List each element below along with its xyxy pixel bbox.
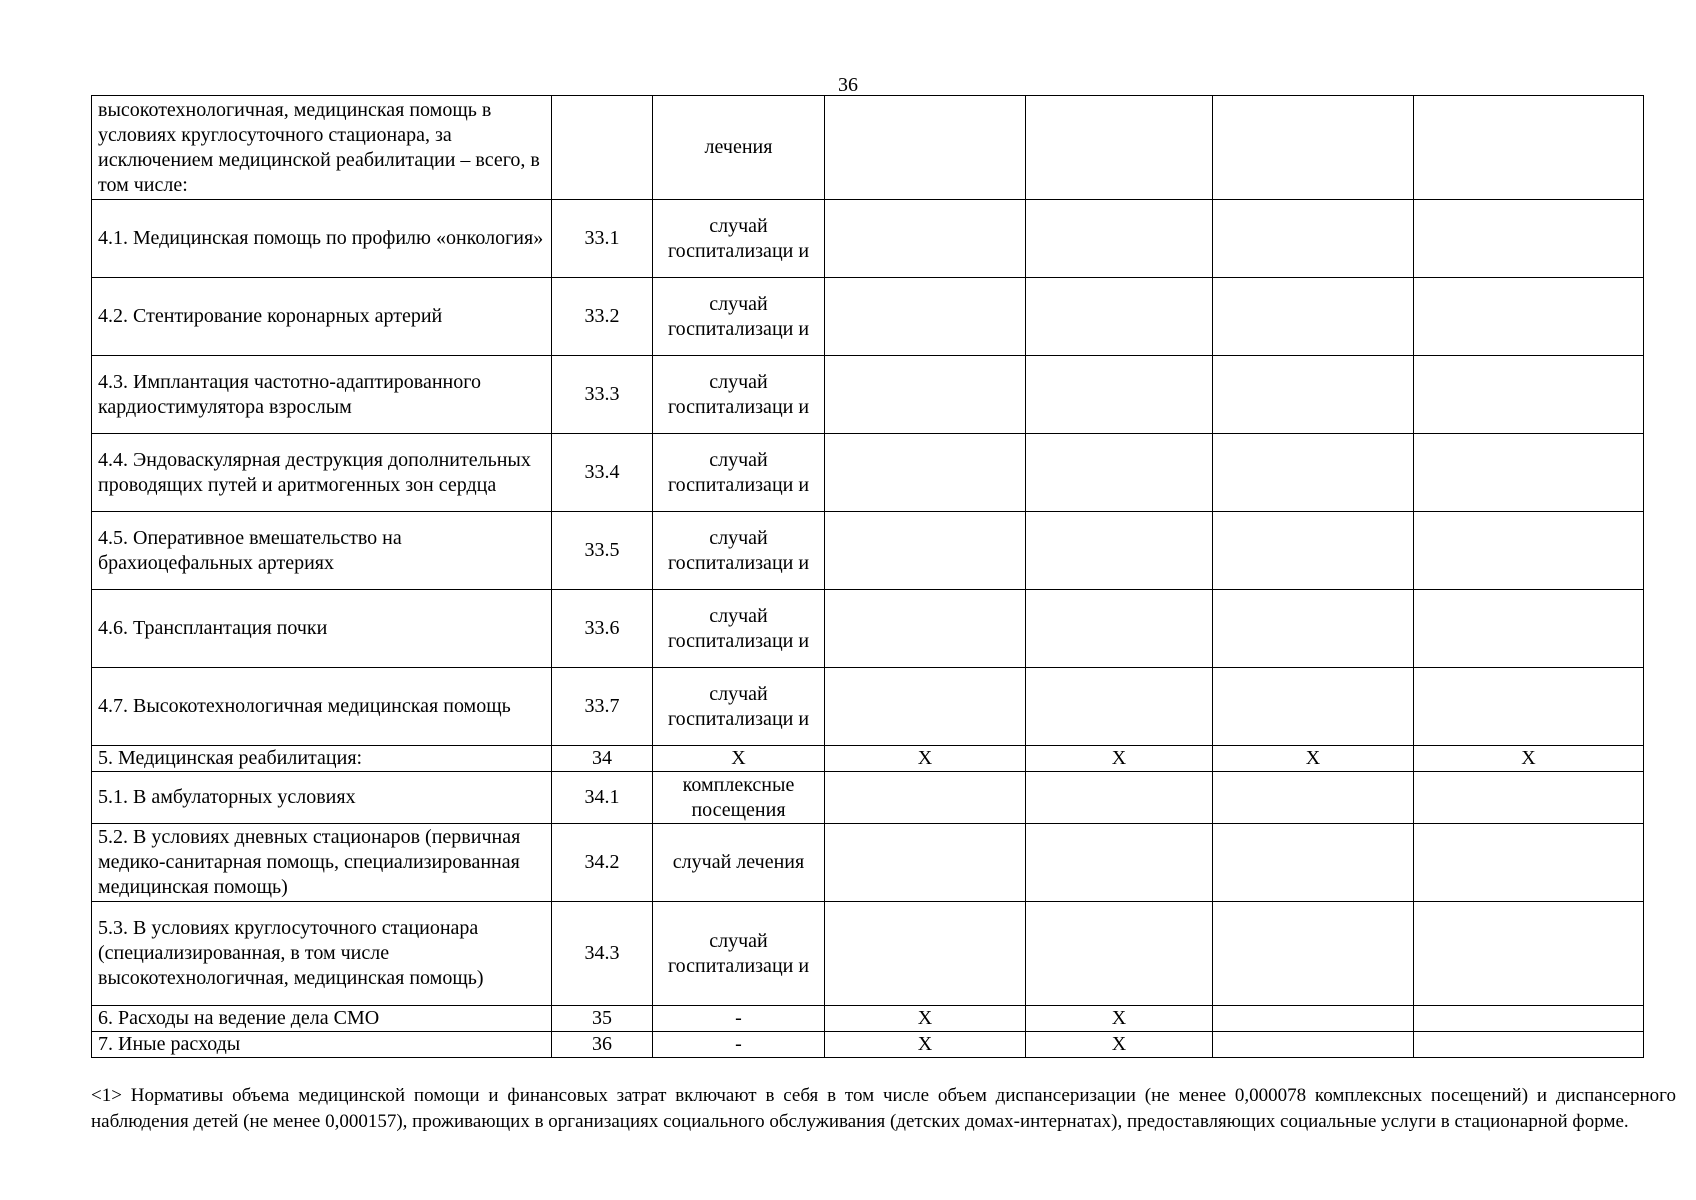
row-unit: случай госпитализаци и xyxy=(653,356,825,434)
row-col-4 xyxy=(825,200,1026,278)
row-name: 4.5. Оперативное вмешательство на брахиоцефальных артериях xyxy=(92,512,552,590)
row-name: 4.6. Трансплантация почки xyxy=(92,590,552,668)
row-unit: лечения xyxy=(653,96,825,200)
table-row xyxy=(92,746,1644,772)
row-name: 4.7. Высокотехнологичная медицинская помощь xyxy=(92,668,552,746)
row-unit: - xyxy=(653,1006,825,1032)
row-code: 34.3 xyxy=(552,902,653,1006)
row-col-5 xyxy=(1026,512,1213,590)
table-row xyxy=(92,902,1644,1006)
row-col-7 xyxy=(1414,434,1644,512)
row-col-4 xyxy=(825,772,1026,824)
row-code: 35 xyxy=(552,1006,653,1032)
row-name: 5.1. В амбулаторных условиях xyxy=(92,772,552,824)
row-col-4 xyxy=(825,668,1026,746)
row-col-6 xyxy=(1213,434,1414,512)
row-code: 33.2 xyxy=(552,278,653,356)
row-col-7 xyxy=(1414,668,1644,746)
row-code: 33.3 xyxy=(552,356,653,434)
row-col-4: Х xyxy=(825,1032,1026,1058)
row-col-7 xyxy=(1414,772,1644,824)
row-col-6 xyxy=(1213,200,1414,278)
row-col-5 xyxy=(1026,278,1213,356)
row-code: 34.1 xyxy=(552,772,653,824)
row-name: высокотехнологичная, медицинская помощь в условиях круглосуточного стационара, за исключением медицинской реабилитации – всего, в том числе: xyxy=(92,96,552,200)
table-row xyxy=(92,434,1644,512)
row-name: 5.3. В условиях круглосуточного стационара (специализированная, в том числе высокотехнологичная, медицинская помощь) xyxy=(92,902,552,1006)
row-unit: Х xyxy=(653,746,825,772)
row-col-4 xyxy=(825,356,1026,434)
row-col-5 xyxy=(1026,902,1213,1006)
footnote: <1> Нормативы объема медицинской помощи и финансовых затрат включают в себя в том числе объем диспансеризации (не менее 0,000078 комплексных посещений) и диспансерного наблюдения детей (не менее 0,000157), проживающих в организациях социального обслуживания (детских домах-интернатах), предоставляющих социальные услуги в стационарной форме. xyxy=(91,1085,1676,1132)
row-col-5 xyxy=(1026,356,1213,434)
row-col-7 xyxy=(1414,1006,1644,1032)
row-code: 33.6 xyxy=(552,590,653,668)
row-name: 4.2. Стентирование коронарных артерий xyxy=(92,278,552,356)
row-col-5 xyxy=(1026,668,1213,746)
row-col-6 xyxy=(1213,668,1414,746)
row-col-7 xyxy=(1414,200,1644,278)
table-row xyxy=(92,1032,1644,1058)
row-col-5: Х xyxy=(1026,1032,1213,1058)
row-col-4 xyxy=(825,590,1026,668)
row-unit: случай лечения xyxy=(653,824,825,902)
row-col-7 xyxy=(1414,824,1644,902)
row-col-4 xyxy=(825,902,1026,1006)
row-col-5 xyxy=(1026,434,1213,512)
row-col-7 xyxy=(1414,1032,1644,1058)
table-row xyxy=(92,1006,1644,1032)
page-number: 36 xyxy=(838,74,858,96)
row-col-6 xyxy=(1213,902,1414,1006)
row-col-5 xyxy=(1026,824,1213,902)
row-col-7 xyxy=(1414,902,1644,1006)
row-col-4 xyxy=(825,278,1026,356)
row-unit: случай госпитализаци и xyxy=(653,668,825,746)
row-name: 5.2. В условиях дневных стационаров (первичная медико-санитарная помощь, специализированная медицинская помощь) xyxy=(92,824,552,902)
row-code: 33.7 xyxy=(552,668,653,746)
row-unit: - xyxy=(653,1032,825,1058)
row-col-7 xyxy=(1414,512,1644,590)
row-col-5 xyxy=(1026,590,1213,668)
table-row xyxy=(92,772,1644,824)
row-col-5: Х xyxy=(1026,746,1213,772)
row-unit: случай госпитализаци и xyxy=(653,278,825,356)
row-col-7 xyxy=(1414,278,1644,356)
row-unit: комплексные посещения xyxy=(653,772,825,824)
row-code: 36 xyxy=(552,1032,653,1058)
row-code: 33.5 xyxy=(552,512,653,590)
row-col-7: Х xyxy=(1414,746,1644,772)
table-row xyxy=(92,278,1644,356)
row-name: 4.3. Имплантация частотно-адаптированного кардиостимулятора взрослым xyxy=(92,356,552,434)
row-col-4 xyxy=(825,512,1026,590)
row-unit: случай госпитализаци и xyxy=(653,434,825,512)
row-col-4 xyxy=(825,434,1026,512)
table-row xyxy=(92,590,1644,668)
row-col-4: Х xyxy=(825,1006,1026,1032)
row-unit: случай госпитализаци и xyxy=(653,590,825,668)
row-name: 4.4. Эндоваскулярная деструкция дополнительных проводящих путей и аритмогенных зон сердца xyxy=(92,434,552,512)
row-code: 33.1 xyxy=(552,200,653,278)
norms-table xyxy=(91,95,1644,1058)
row-unit: случай госпитализаци и xyxy=(653,512,825,590)
table-row xyxy=(92,356,1644,434)
table-row xyxy=(92,96,1644,200)
row-col-7 xyxy=(1414,96,1644,200)
row-col-6 xyxy=(1213,824,1414,902)
row-col-7 xyxy=(1414,356,1644,434)
table-row xyxy=(92,668,1644,746)
row-name: 5. Медицинская реабилитация: xyxy=(92,746,552,772)
row-col-6 xyxy=(1213,512,1414,590)
row-col-6 xyxy=(1213,1006,1414,1032)
row-unit: случай госпитализаци и xyxy=(653,902,825,1006)
row-col-5 xyxy=(1026,96,1213,200)
table-row xyxy=(92,824,1644,902)
row-col-5 xyxy=(1026,200,1213,278)
row-code xyxy=(552,96,653,200)
row-col-6 xyxy=(1213,96,1414,200)
row-col-6 xyxy=(1213,772,1414,824)
row-col-6 xyxy=(1213,590,1414,668)
table-row xyxy=(92,512,1644,590)
row-col-4: Х xyxy=(825,746,1026,772)
row-name: 6. Расходы на ведение дела СМО xyxy=(92,1006,552,1032)
row-col-6 xyxy=(1213,278,1414,356)
row-unit: случай госпитализаци и xyxy=(653,200,825,278)
row-col-4 xyxy=(825,824,1026,902)
row-code: 34 xyxy=(552,746,653,772)
row-code: 33.4 xyxy=(552,434,653,512)
row-name: 4.1. Медицинская помощь по профилю «онкология» xyxy=(92,200,552,278)
row-name: 7. Иные расходы xyxy=(92,1032,552,1058)
row-col-4 xyxy=(825,96,1026,200)
row-col-6 xyxy=(1213,1032,1414,1058)
table-row xyxy=(92,200,1644,278)
row-col-5 xyxy=(1026,772,1213,824)
row-col-7 xyxy=(1414,590,1644,668)
row-col-6: Х xyxy=(1213,746,1414,772)
row-col-6 xyxy=(1213,356,1414,434)
row-code: 34.2 xyxy=(552,824,653,902)
row-col-5: Х xyxy=(1026,1006,1213,1032)
